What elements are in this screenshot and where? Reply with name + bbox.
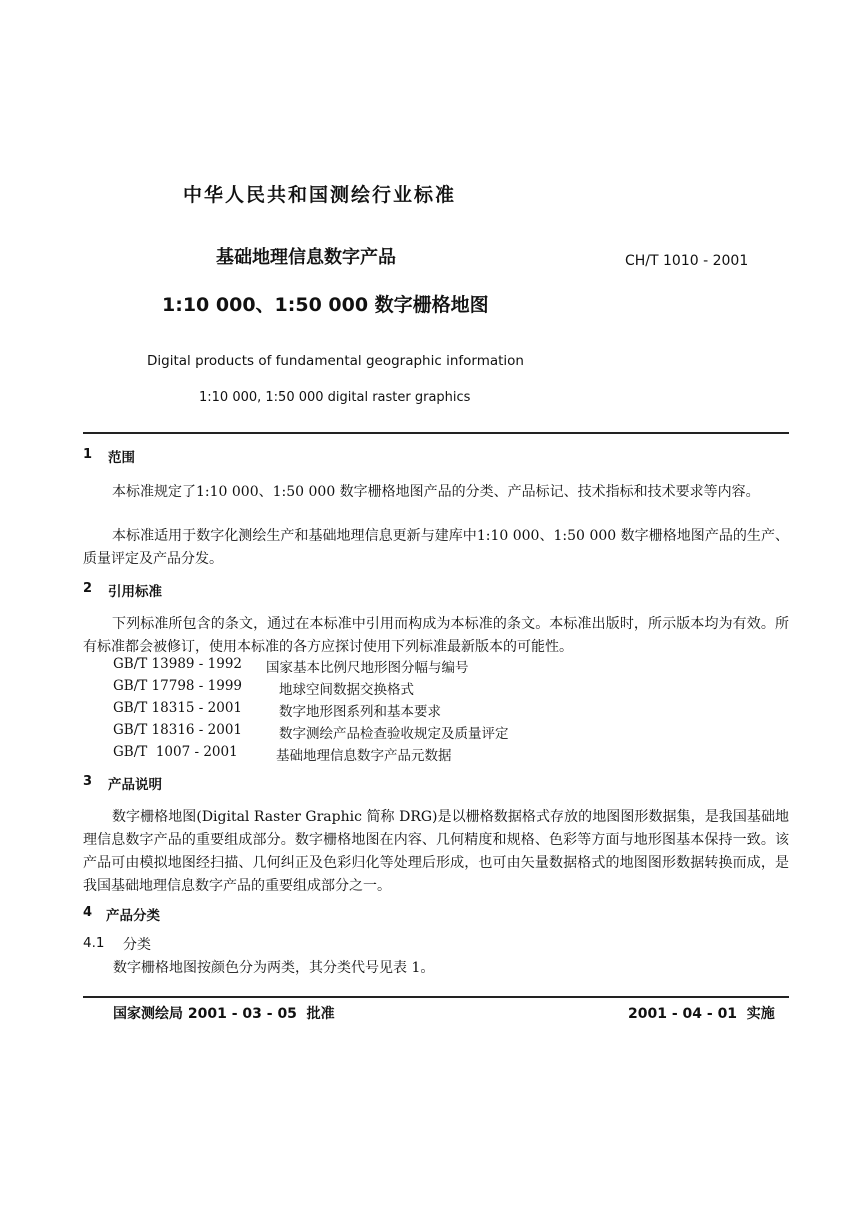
section-3-para-1: 数字栅格地图(Digital Raster Graphic 简称 DRG)是以栅格数据格式存放的地图图形数据集，是我国基础地理信息数字产品的重要组成部分。数字栅格地图在内容、几何精度和规格、色彩等方面与地形图基本保持一致。该产品可由模拟地图经扫描、几何纠正及色彩归化等处理后形成，也可由矢量数据格式的地图图形数据转换而成，是我国基础地理信息数字产品的重要组成部分之一。	[83, 809, 789, 894]
section-1-para-1: 本标准规定了1:10 000、1:50 000 数字栅格地图产品的分类、产品标记、技术指标和技术要求等内容。	[112, 484, 760, 500]
ref-title: 地球空间数据交换格式	[279, 682, 414, 698]
document-title-line2: 1:10 000、1:50 000 数字栅格地图	[162, 294, 489, 316]
approval-line: 国家测绘局 2001 - 03 - 05 批准	[113, 1006, 335, 1022]
section-3-title: 产品说明	[108, 777, 162, 793]
ref-code: GB/T 1007 - 2001	[113, 744, 238, 760]
section-1-number: 1	[83, 447, 93, 462]
section-2-para-1: 下列标准所包含的条文，通过在本标准中引用而构成为本标准的条文。本标准出版时，所示版本均为有效。所有标准都会被修订，使用本标准的各方应探讨使用下列标准最新版本的可能性。	[83, 616, 789, 655]
ref-code: GB/T 18316 - 2001	[113, 722, 242, 738]
implementation-line: 2001 - 04 - 01 实施	[628, 1006, 775, 1022]
english-title-line1: Digital products of fundamental geographic information	[147, 353, 524, 369]
section-4-title: 产品分类	[106, 908, 160, 924]
ref-code: GB/T 18315 - 2001	[113, 700, 242, 716]
ref-title: 基础地理信息数字产品元数据	[276, 748, 452, 764]
section-3-number: 3	[83, 774, 93, 789]
section-1-title: 范围	[108, 450, 135, 466]
section-2-title: 引用标准	[108, 584, 162, 600]
header-divider	[83, 432, 789, 434]
ref-title: 国家基本比例尺地形图分幅与编号	[266, 660, 469, 676]
section-4-1-number: 4.1	[83, 935, 105, 951]
section-4-1-title: 分类	[123, 937, 151, 953]
ref-title: 数字测绘产品检查验收规定及质量评定	[279, 726, 509, 742]
document-title-line1: 基础地理信息数字产品	[216, 247, 396, 268]
section-1-para-2: 本标准适用于数字化测绘生产和基础地理信息更新与建库中1:10 000、1:50 000 数字栅格地图产品的生产、质量评定及产品分发。	[83, 528, 789, 567]
standard-code: CH/T 1010 - 2001	[625, 253, 749, 269]
ref-title: 数字地形图系列和基本要求	[279, 704, 441, 720]
ref-code: GB/T 17798 - 1999	[113, 678, 242, 694]
ref-code: GB/T 13989 - 1992	[113, 656, 242, 672]
footer-divider	[83, 996, 789, 998]
section-4-number: 4	[83, 905, 93, 920]
org-title: 中华人民共和国测绘行业标准	[183, 184, 457, 206]
english-title-line2: 1:10 000, 1:50 000 digital raster graphics	[199, 390, 471, 405]
section-4-1-para: 数字栅格地图按颜色分为两类，其分类代号见表 1。	[113, 960, 435, 976]
section-2-number: 2	[83, 581, 93, 596]
